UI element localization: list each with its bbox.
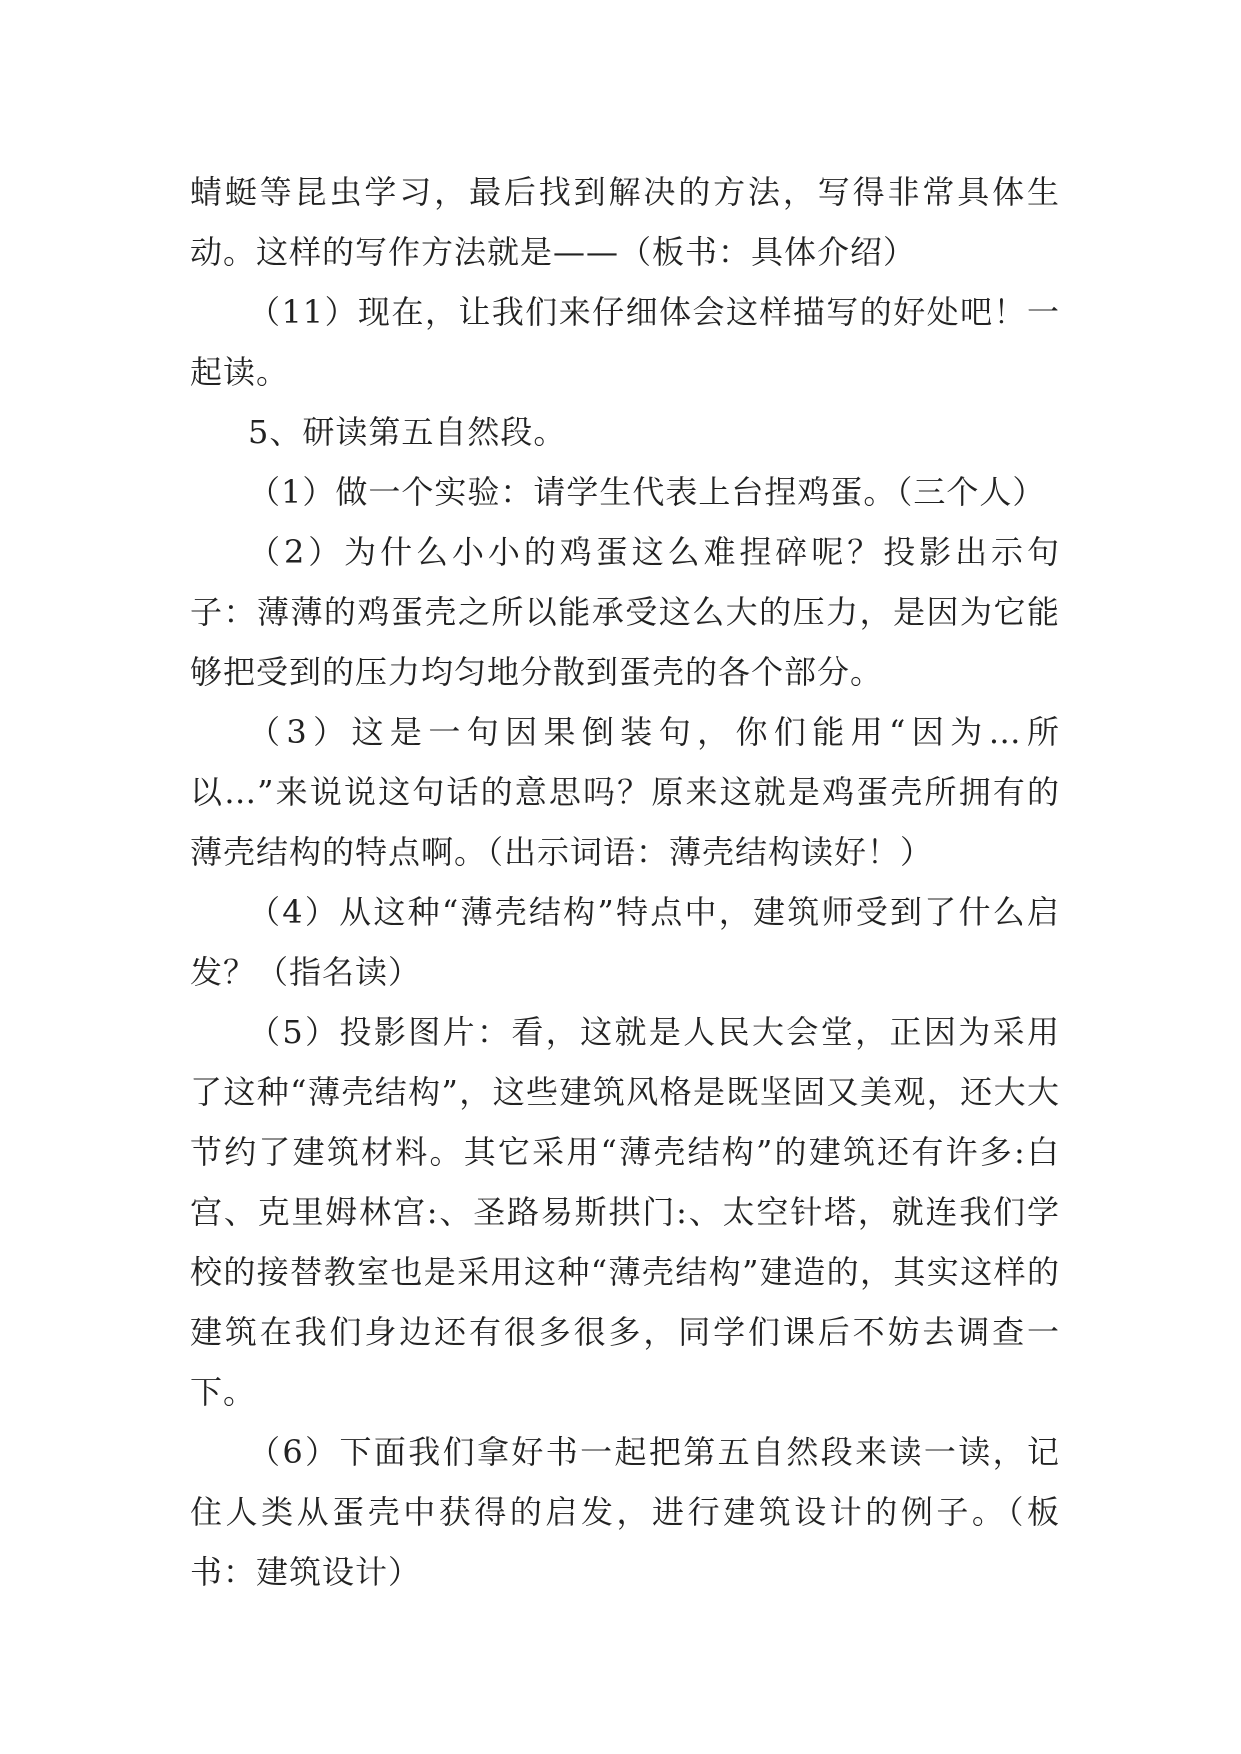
paragraph-step-4: （4）从这种“薄壳结构”特点中，建筑师受到了什么启发？（指名读） bbox=[190, 893, 1060, 991]
paragraph-step-11: （11）现在，让我们来仔细体会这样描写的好处吧！一起读。 bbox=[190, 293, 1060, 391]
paragraph-step-5: （5）投影图片：看，这就是人民大会堂，正因为采用了这种“薄壳结构”，这些建筑风格是既坚固又美观，还大大节约了建筑材料。其它采用“薄壳结构”的建筑还有许多:白宫、克里姆林宫:、圣路易斯拱门:、太空针塔，就连我们学校的接替教室也是采用这种“薄壳结构”建造的，其实这样的建筑在我们身边还有很多很多，同学们课后不妨去调查一下。 bbox=[190, 1013, 1060, 1411]
paragraph-step-6: （6）下面我们拿好书一起把第五自然段来读一读，记住人类从蛋壳中获得的启发，进行建筑设计的例子。（板书：建筑设计） bbox=[190, 1433, 1060, 1591]
paragraph-step-1: （1）做一个实验：请学生代表上台捏鸡蛋。（三个人） bbox=[248, 473, 1046, 511]
text-body bbox=[190, 162, 1060, 1602]
paragraph-continuation: 蜻蜓等昆虫学习，最后找到解决的方法，写得非常具体生动。这样的写作方法就是——（板书：具体介绍） bbox=[190, 173, 1060, 271]
paragraph-step-2: （2）为什么小小的鸡蛋这么难捏碎呢？投影出示句子：薄薄的鸡蛋壳之所以能承受这么大的压力，是因为它能够把受到的压力均匀地分散到蛋壳的各个部分。 bbox=[190, 533, 1060, 691]
section-heading-5: 5、研读第五自然段。 bbox=[248, 413, 567, 451]
paragraph-step-3: （3）这是一句因果倒装句，你们能用“因为…所以…”来说说这句话的意思吗？原来这就是鸡蛋壳所拥有的薄壳结构的特点啊。（出示词语：薄壳结构读好！） bbox=[190, 713, 1060, 871]
